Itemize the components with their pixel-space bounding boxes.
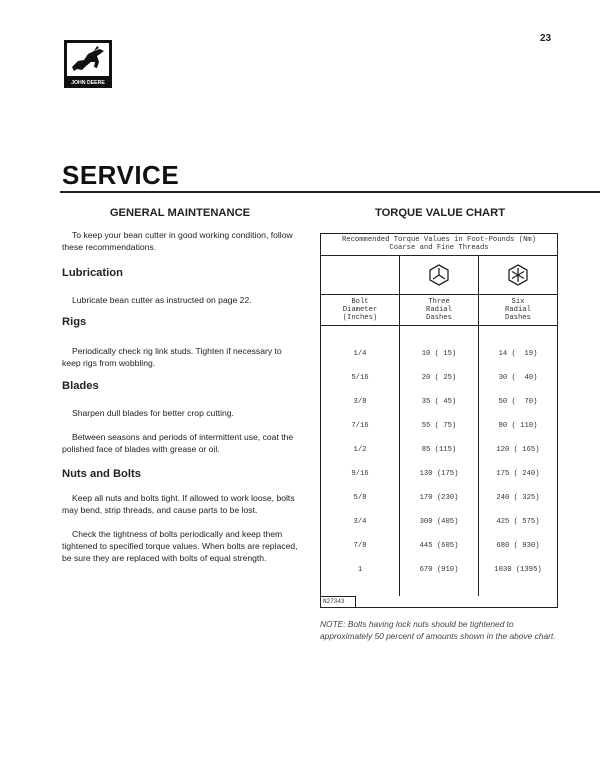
six-dash-header xyxy=(479,295,557,326)
table-cell: 9/16 xyxy=(351,470,369,478)
table-cell: 670 (910) xyxy=(419,566,459,574)
table-cell: 120 ( 165) xyxy=(496,446,540,454)
header-line: Radial xyxy=(505,306,531,314)
blades-text: Sharpen dull blades for better crop cutting. xyxy=(72,408,234,418)
header-line: (Inches) xyxy=(342,314,378,322)
table-cell: 130 (175) xyxy=(419,470,459,478)
six-dash-icon-cell xyxy=(479,256,557,295)
lubrication-text: Lubricate bean cutter as instructed on page 22. xyxy=(72,295,252,305)
table-cell: 35 ( 45) xyxy=(421,398,457,406)
table-cell: 5/8 xyxy=(353,494,367,502)
bolt-diameter-header xyxy=(321,295,399,326)
three-radial-dashes-bolt-icon xyxy=(428,264,450,286)
page-number: 23 xyxy=(540,33,552,44)
intro-text: To keep your bean cutter in good working condition, follow these recommendations. xyxy=(62,230,293,252)
table-cell: 55 ( 75) xyxy=(421,422,457,430)
blank-icon-cell xyxy=(321,256,399,295)
header-line: Dashes xyxy=(426,314,452,322)
rigs-text: Periodically check rig link studs. Tighten if necessary to keep rigs from wobbling. xyxy=(62,346,282,368)
torque-chart-heading: TORQUE VALUE CHART xyxy=(374,207,506,219)
table-cell: 175 ( 240) xyxy=(496,470,540,478)
table-cell: 300 (405) xyxy=(419,518,459,526)
table-cell: 3/8 xyxy=(353,398,367,406)
header-line: Bolt xyxy=(351,298,369,306)
general-maintenance-heading: GENERAL MAINTENANCE xyxy=(109,207,251,219)
svg-text:JOHN DEERE: JOHN DEERE xyxy=(71,80,105,86)
john-deere-logo xyxy=(64,40,112,88)
title-rule xyxy=(60,191,600,193)
table-cell: 7/16 xyxy=(351,422,369,430)
table-cell: 240 ( 325) xyxy=(496,494,540,502)
figure-code: N27343 xyxy=(321,596,356,607)
table-cell: 3/4 xyxy=(353,518,367,526)
table-cell: 1 xyxy=(357,566,363,574)
table-cell: 680 ( 930) xyxy=(496,542,540,550)
bolt-diameter-column xyxy=(321,256,399,596)
torque-table-caption xyxy=(321,234,557,256)
six-dash-values xyxy=(479,326,557,596)
three-dash-icon-cell xyxy=(400,256,478,295)
caption-line-1: Recommended Torque Values in Foot-Pounds (Nm) xyxy=(341,236,537,244)
blades-storage-text: Between seasons and periods of intermittent use, coat the polished face of blades with grease or oil. xyxy=(62,432,294,454)
lock-nut-note: NOTE: Bolts having lock nuts should be tightened to approximately 50 percent of amounts shown in the above chart. xyxy=(320,619,556,641)
table-cell: 20 ( 25) xyxy=(421,374,457,382)
header-line: Diameter xyxy=(342,306,378,314)
torque-table xyxy=(320,233,558,608)
table-cell: 14 ( 19) xyxy=(498,350,538,358)
table-cell: 1/4 xyxy=(353,350,367,358)
nuts-bolts-text: Keep all nuts and bolts tight. If allowed to work loose, bolts may bend, strip threads, and cause parts to be lost. xyxy=(62,493,295,515)
six-dash-column xyxy=(478,256,557,596)
three-dash-values xyxy=(400,326,478,596)
table-cell: 10 ( 15) xyxy=(421,350,457,358)
torque-section xyxy=(320,207,560,642)
header-line: Three xyxy=(428,298,450,306)
table-cell: 5/16 xyxy=(351,374,369,382)
table-cell: 170 (230) xyxy=(419,494,459,502)
caption-line-2: Coarse and Fine Threads xyxy=(389,244,489,252)
header-line: Radial xyxy=(426,306,452,314)
page-title: SERVICE xyxy=(62,160,180,190)
table-cell: 1/2 xyxy=(353,446,367,454)
maintenance-section xyxy=(62,207,298,564)
table-cell: 445 (605) xyxy=(419,542,459,550)
rigs-heading: Rigs xyxy=(62,316,87,328)
blades-heading: Blades xyxy=(62,380,99,392)
header-line: Six xyxy=(511,298,525,306)
table-cell: 85 (115) xyxy=(421,446,457,454)
table-cell: 425 ( 575) xyxy=(496,518,540,526)
six-radial-dashes-bolt-icon xyxy=(507,264,529,286)
three-dash-column xyxy=(399,256,478,596)
diameter-values xyxy=(321,326,399,596)
bolt-tightness-text: Check the tightness of bolts periodically and keep them tightened to specified torque values. When bolts are replaced, be sure they are replaced with bolts of equal strength. xyxy=(62,529,298,563)
table-cell: 80 ( 110) xyxy=(498,422,538,430)
table-cell: 50 ( 70) xyxy=(498,398,538,406)
table-cell: 7/8 xyxy=(353,542,367,550)
three-dash-header xyxy=(400,295,478,326)
table-cell: 30 ( 40) xyxy=(498,374,538,382)
table-cell: 1030 (1395) xyxy=(494,566,542,574)
lubrication-heading: Lubrication xyxy=(62,267,123,279)
nuts-bolts-heading: Nuts and Bolts xyxy=(62,468,141,480)
header-line: Dashes xyxy=(505,314,531,322)
